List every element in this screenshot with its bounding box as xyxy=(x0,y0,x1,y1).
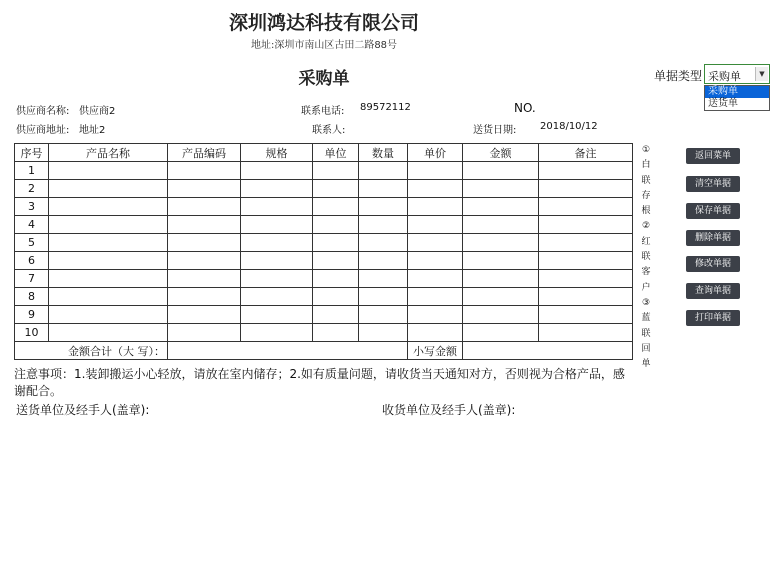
table-cell[interactable] xyxy=(539,180,633,198)
table-cell[interactable] xyxy=(313,252,359,270)
query-form-button[interactable]: 查询单据 xyxy=(686,283,740,299)
table-cell[interactable] xyxy=(49,306,168,324)
table-cell[interactable] xyxy=(168,198,241,216)
table-cell[interactable] xyxy=(49,324,168,342)
delivery-date-value[interactable]: 2018/10/12 xyxy=(540,121,598,132)
table-row xyxy=(15,198,633,216)
receiver-signature-label: 收货单位及经手人(盖章): xyxy=(382,403,516,417)
table-cell[interactable] xyxy=(49,198,168,216)
table-header-row xyxy=(15,144,633,162)
copy-legend-char: 联 xyxy=(641,328,651,339)
doc-type-option[interactable]: 送货单 xyxy=(708,98,738,109)
column-header: 备注 xyxy=(539,144,633,162)
table-row xyxy=(15,306,633,324)
table-cell[interactable] xyxy=(49,180,168,198)
table-cell[interactable] xyxy=(168,252,241,270)
row-number: 6 xyxy=(15,252,49,270)
row-number: 1 xyxy=(15,162,49,180)
table-cell[interactable] xyxy=(168,234,241,252)
copy-legend-char: 白 xyxy=(641,160,651,171)
copy-legend-char: 根 xyxy=(641,206,651,217)
row-number: 7 xyxy=(15,270,49,288)
table-cell[interactable] xyxy=(408,162,463,180)
table-cell[interactable] xyxy=(241,234,313,252)
table-cell[interactable] xyxy=(463,288,539,306)
table-cell[interactable] xyxy=(463,270,539,288)
table-cell[interactable] xyxy=(539,216,633,234)
clear-form-button[interactable]: 清空单据 xyxy=(686,176,740,192)
table-cell[interactable] xyxy=(408,252,463,270)
table-row xyxy=(15,324,633,342)
row-number: 4 xyxy=(15,216,49,234)
table-cell[interactable] xyxy=(359,234,408,252)
table-cell[interactable] xyxy=(539,252,633,270)
copy-legend-char: ② xyxy=(641,221,651,232)
table-cell[interactable] xyxy=(359,198,408,216)
chevron-down-icon[interactable]: ▼ xyxy=(755,67,768,81)
supplier-name-label: 供应商名称: xyxy=(16,106,70,117)
print-form-button[interactable]: 打印单据 xyxy=(686,310,740,326)
table-cell[interactable] xyxy=(241,216,313,234)
table-cell[interactable] xyxy=(241,270,313,288)
table-cell[interactable] xyxy=(539,288,633,306)
table-cell[interactable] xyxy=(463,180,539,198)
table-cell[interactable] xyxy=(463,252,539,270)
table-cell[interactable] xyxy=(539,162,633,180)
table-cell[interactable] xyxy=(49,234,168,252)
copy-legend-char: ③ xyxy=(641,297,651,308)
table-row xyxy=(15,180,633,198)
total-lower-cell[interactable] xyxy=(463,342,633,360)
table-cell[interactable] xyxy=(463,306,539,324)
table-cell[interactable] xyxy=(313,288,359,306)
document-title: 采购单 xyxy=(298,69,350,89)
total-upper-label: 金额合计（大 写）： xyxy=(15,342,168,360)
doc-type-option[interactable]: 采购单 xyxy=(705,86,769,98)
row-number: 8 xyxy=(15,288,49,306)
table-cell[interactable] xyxy=(463,198,539,216)
table-cell[interactable] xyxy=(359,324,408,342)
phone-value[interactable]: 89572112 xyxy=(360,102,411,113)
table-cell[interactable] xyxy=(463,162,539,180)
column-header: 序号 xyxy=(15,144,49,162)
supplier-name-value[interactable]: 供应商2 xyxy=(79,106,116,117)
table-cell[interactable] xyxy=(463,216,539,234)
table-cell[interactable] xyxy=(359,306,408,324)
table-row xyxy=(15,288,633,306)
table-cell[interactable] xyxy=(168,162,241,180)
table-cell[interactable] xyxy=(539,324,633,342)
copy-legend-char: 单 xyxy=(641,359,651,370)
row-number: 10 xyxy=(15,324,49,342)
table-cell[interactable] xyxy=(168,180,241,198)
table-cell[interactable] xyxy=(408,306,463,324)
table-cell[interactable] xyxy=(49,270,168,288)
copy-legend-char: 存 xyxy=(641,190,651,201)
row-number: 5 xyxy=(15,234,49,252)
doc-type-label: 单据类型 xyxy=(654,69,703,83)
table-row xyxy=(15,234,633,252)
table-row xyxy=(15,162,633,180)
doc-number-label: NO. xyxy=(514,101,536,115)
table-cell[interactable] xyxy=(359,252,408,270)
table-cell[interactable] xyxy=(463,234,539,252)
company-address: 地址:深圳市南山区古田二路88号 xyxy=(250,40,398,51)
table-cell[interactable] xyxy=(408,324,463,342)
table-cell[interactable] xyxy=(49,162,168,180)
table-cell[interactable] xyxy=(539,270,633,288)
copy-legend-char: ① xyxy=(641,145,651,155)
table-cell[interactable] xyxy=(408,288,463,306)
copy-legend-char: 红 xyxy=(641,236,651,247)
table-cell[interactable] xyxy=(49,288,168,306)
table-cell[interactable] xyxy=(313,162,359,180)
contact-label: 联系人: xyxy=(312,125,346,136)
table-cell[interactable] xyxy=(408,198,463,216)
copy-legend-char: 联 xyxy=(641,252,651,263)
table-cell[interactable] xyxy=(313,198,359,216)
table-cell[interactable] xyxy=(408,216,463,234)
row-number: 9 xyxy=(15,306,49,324)
total-upper-cell[interactable] xyxy=(168,342,408,360)
table-row xyxy=(15,252,633,270)
table-cell[interactable] xyxy=(168,216,241,234)
total-row xyxy=(15,342,633,360)
doc-type-select[interactable] xyxy=(704,64,770,84)
doc-type-dropdown xyxy=(704,85,770,111)
table-cell[interactable] xyxy=(408,270,463,288)
table-cell[interactable] xyxy=(359,270,408,288)
table-cell[interactable] xyxy=(241,288,313,306)
column-header: 单位 xyxy=(313,144,359,162)
table-cell[interactable] xyxy=(359,162,408,180)
delivery-date-label: 送货日期: xyxy=(473,125,517,136)
table-cell[interactable] xyxy=(313,270,359,288)
table-cell[interactable] xyxy=(168,288,241,306)
table-row xyxy=(15,270,633,288)
total-lower-label: 小写金额 xyxy=(408,342,463,360)
table-cell[interactable] xyxy=(313,306,359,324)
column-header: 规格 xyxy=(241,144,313,162)
copy-legend-char: 回 xyxy=(641,343,651,354)
delete-form-button[interactable]: 删除单据 xyxy=(686,230,740,246)
row-number: 3 xyxy=(15,198,49,216)
copy-legend xyxy=(640,143,652,372)
table-cell[interactable] xyxy=(539,306,633,324)
copy-legend-char: 户 xyxy=(641,282,651,293)
table-cell[interactable] xyxy=(539,234,633,252)
table-cell[interactable] xyxy=(408,234,463,252)
company-name: 深圳鸿达科技有限公司 xyxy=(228,12,419,34)
table-cell[interactable] xyxy=(359,288,408,306)
order-table xyxy=(14,143,633,360)
supplier-address-label: 供应商地址: xyxy=(16,125,70,136)
column-header: 产品编码 xyxy=(168,144,241,162)
column-header: 数量 xyxy=(359,144,408,162)
back-menu-button[interactable]: 返回菜单 xyxy=(686,148,740,164)
table-row xyxy=(15,216,633,234)
doc-type-value: 采购单 xyxy=(708,70,741,83)
table-cell[interactable] xyxy=(408,180,463,198)
edit-form-button[interactable]: 修改单据 xyxy=(686,256,740,272)
table-cell[interactable] xyxy=(359,180,408,198)
row-number: 2 xyxy=(15,180,49,198)
table-cell[interactable] xyxy=(313,180,359,198)
column-header: 单价 xyxy=(408,144,463,162)
column-header: 金额 xyxy=(463,144,539,162)
table-cell[interactable] xyxy=(241,198,313,216)
supplier-address-value[interactable]: 地址2 xyxy=(79,125,106,136)
table-cell[interactable] xyxy=(539,198,633,216)
copy-legend-char: 联 xyxy=(641,175,651,186)
table-cell[interactable] xyxy=(241,180,313,198)
notice-text: 注意事项：1.装卸搬运小心轻放，请放在室内储存；2.如有质量问题，请收货当天通知对方，否则视为合格产品，感谢配合。 xyxy=(14,367,625,398)
table-cell[interactable] xyxy=(49,216,168,234)
table-cell[interactable] xyxy=(168,324,241,342)
table-cell[interactable] xyxy=(241,306,313,324)
table-cell[interactable] xyxy=(313,234,359,252)
table-cell[interactable] xyxy=(241,162,313,180)
table-cell[interactable] xyxy=(313,216,359,234)
table-cell[interactable] xyxy=(168,270,241,288)
table-cell[interactable] xyxy=(168,306,241,324)
column-header: 产品名称 xyxy=(49,144,168,162)
copy-legend-char: 客 xyxy=(641,267,651,278)
table-cell[interactable] xyxy=(241,252,313,270)
table-cell[interactable] xyxy=(463,324,539,342)
save-form-button[interactable]: 保存单据 xyxy=(686,203,740,219)
phone-label: 联系电话: xyxy=(301,106,345,117)
table-cell[interactable] xyxy=(49,252,168,270)
table-cell[interactable] xyxy=(241,324,313,342)
sender-signature-label: 送货单位及经手人(盖章): xyxy=(16,403,150,417)
copy-legend-char: 蓝 xyxy=(641,313,651,324)
table-cell[interactable] xyxy=(359,216,408,234)
table-cell[interactable] xyxy=(313,324,359,342)
